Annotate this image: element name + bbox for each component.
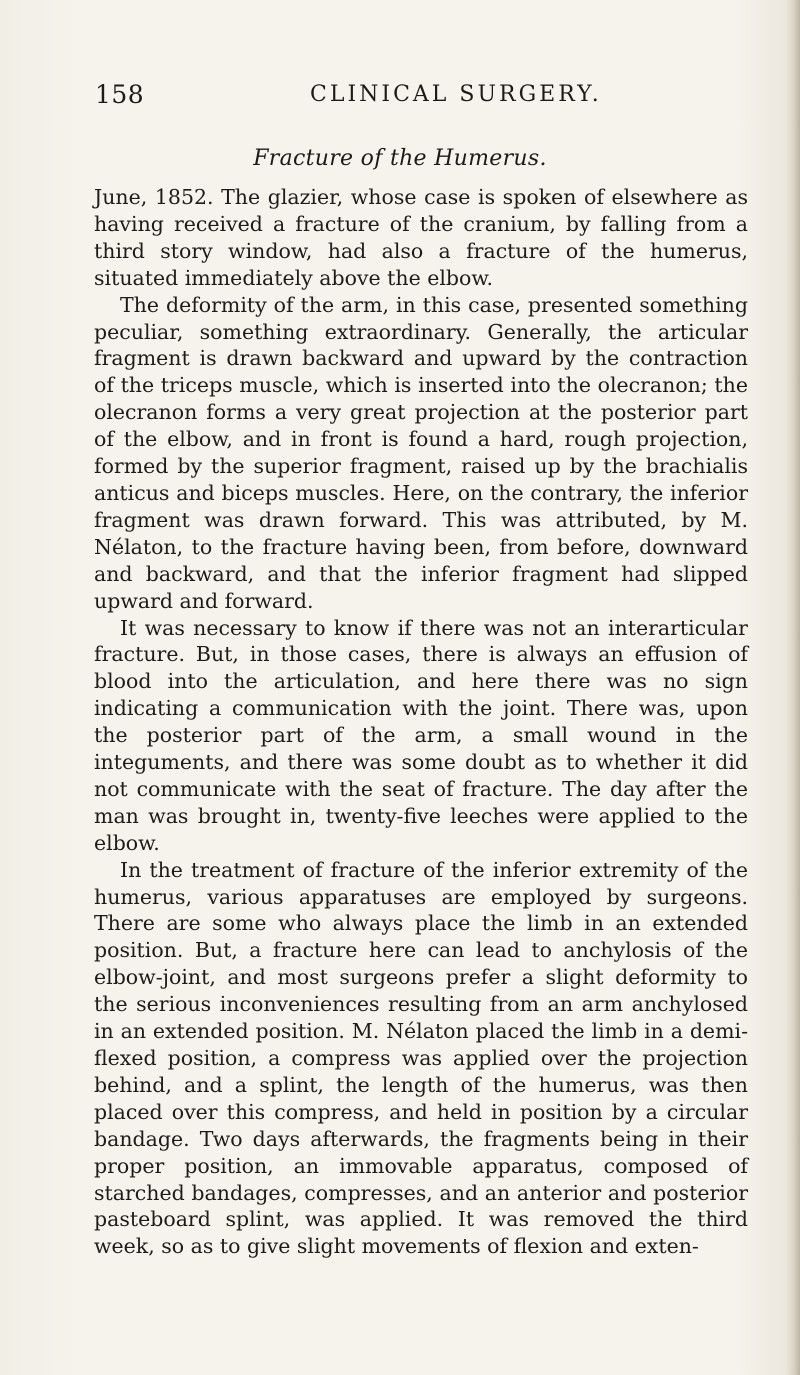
running-head [95,80,745,120]
page-number: 158 [95,80,145,109]
paragraph: The deformity of the arm, in this case, presented something peculiar, something extraordinary. Generally, the articular fragment is drawn backward and upward by the contraction of the triceps muscle, which is inserted into the olecranon; the olecranon forms a very great projection at the posterior part of the elbow, and in front is found a hard, rough projection, formed by the superior fragment, raised up by the brachialis anticus and biceps muscles. Here, on the contrary, the inferior fragment was drawn forward. This was attributed, by M. Nélaton, to the fracture having been, from before, downward and backward, and that the inferior fragment had slipped upward and forward. [94,292,748,613]
section-title: Fracture of the Humerus. [253,146,547,171]
page-edge-shadow [786,0,800,1375]
running-title: CLINICAL SURGERY. [310,82,602,107]
body-text [94,184,748,1260]
paragraph: June, 1852. The glazier, whose case is spoken of elsewhere as having received a fracture of the cranium, by falling from a third story window, had also a fracture of the humerus, situated immediately above the elbow. [94,185,748,290]
paragraph: In the treatment of fracture of the inferior extremity of the humerus, various apparatuses are employed by surgeons. There are some who always place the limb in an extended position. But, a fracture here can lead to anchylosis of the elbow-joint, and most surgeons prefer a slight deformity to the serious inconveniences resulting from an arm anchylosed in an extended position. M. Nélaton placed the limb in a demi-flexed position, a compress was applied over the projection behind, and a splint, the length of the humerus, was then placed over this compress, and held in position by a circular bandage. Two days afterwards, the fragments being in their proper position, an immovable apparatus, composed of starched bandages, compresses, and an anterior and posterior pasteboard splint, was applied. It was removed the third week, so as to give slight movements of flexion and exten- [94,857,748,1259]
paragraph: It was necessary to know if there was not an interarticular fracture. But, in those cases, there is always an effusion of blood into the articulation, and here there was no sign indicating a communication with the joint. There was, upon the posterior part of the arm, a small wound in the integuments, and there was some doubt as to whether it did not communicate with the seat of fracture. The day after the man was brought in, twenty-five leeches were applied to the elbow. [94,615,748,855]
